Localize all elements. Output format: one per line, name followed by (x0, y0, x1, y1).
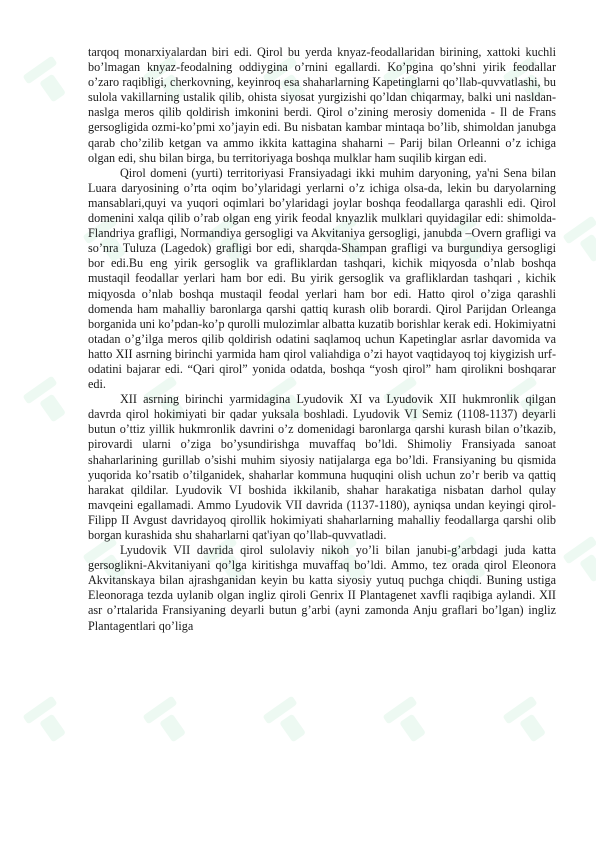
watermark-mark (142, 696, 194, 749)
paragraph-1: tarqoq monarxiyalardan biri edi. Qirol bu yerda knyaz-feodallaridan birining, xattoki kuchli bo’lmagan knyaz-feodalning oddiygina o’rnini egallardi. Ko’pgina qo’shni yirik feodallar o’zaro raqibligi, cherkovning, keyinroq esa shaharlarning Kapetinglarni qo’llab-quvvatlashi, bu sulola vakillarning ustalik qilib, ohista siyosat yurgizishi qo’ldan chiqarmay, balki uni nasldan-naslga meros qilib qoldirish imkonini berdi. Qirol o’zining merosiy domenida - Il de Frans gersogligida ozmi-ko’pmi xo’jayin edi. Bu nisbatan kambar mintaqa bo’lib, shimoldan janubga qarab cho’zilib ketgan va ammo ikkita kattagina shaharni – Parij bilan Orleanni o’z ichiga olgan edi, shu bilan birga, bu territoriyaga boshqa mulklar ham suqilib kirgan edi. (88, 45, 556, 165)
document-page (88, 45, 556, 634)
watermark-mark (382, 696, 434, 749)
watermark-mark (502, 696, 554, 749)
paragraph-4: Lyudovik VII davrida qirol sulolaviy nikoh yo’li bilan janubi-g’arbdagi juda katta gersoglikni-Akvitaniyani qo’lga kiritishga muvaffaq bo’ldi. Ammo, tez orada qirol Eleonora Akvitanskaya bilan ajrashganidan keyin bu katta siyosiy yutuq puchga chiqdi. Buning ustiga Eleonoraga tezda uylanib olgan ingliz qiroli Genrix II Plantagenet xavfli raqibiga aylandi. XII asr o’rtalarida Fransiyaning deyarli butun g’arbi (ayni zamonda Anju graflari bo’lgan) ingliz Plantagentlari qo’liga (88, 543, 556, 633)
watermark-mark (22, 56, 74, 109)
paragraph-3: XII asrning birinchi yarmidagina Lyudovik XI va Lyudovik XII hukmronlik qilgan davrda qirol hokimiyati bir qadar yuksala boshladi. Lyudovik VI Semiz (1108-1137) deyarli butun o’ttiz yillik hukmronlik davrini o’z domenidagi baronlarga qarshi kurash bilan o’tkazib, pirovardi ularni o’ziga bo’ysundirishga muvaffaq bo’ldi. Shimoliy Fransiyada sanoat shaharlarining gurillab o’sishi muhim siyosiy natijalarga ega bo’ldi. Fransiyaning bu qismida yuqorida ko’rsatib o’tilganidek, shaharlar kommuna huquqini olish uchun zo’r berib va qattiq harakat qildilar. Lyudovik VI boshida ikkilanib, shahar harakatiga nisbatan darhol qulay mavqeini egallamadi. Ammo Lyudovik VII davrida (1137-1180), ayniqsa undan keyingi qirol-Filipp II Avgust davridayoq qirollik hokimiyati shaharlarning mahalliy feodallarga qarshi olib borgan kurashida shu shaharlarni qat'iyan qo’llab-quvvatladi. (88, 392, 556, 542)
watermark-mark (22, 376, 74, 429)
watermark-mark (22, 696, 74, 749)
watermark-mark (262, 696, 314, 749)
watermark-mark (562, 216, 596, 269)
paragraph-2: Qirol domeni (yurti) territoriyasi Fransiyadagi ikki muhim daryoning, ya'ni Sena bilan Luara daryosining o’rta oqim bo’ylaridagi yerlarni o’z ichiga olsa-da, lekin bu daryolarning mansablari,quyi va yuqori oqimlari bo’ylaridagi joylar boshqa feodallarga qarashli edi. Qirol domenini xalqa qilib o’rab olgan eng yirik feodal knyazlik mulklari quyidagilar edi: shimolda-Flandriya grafligi, Normandiya gersogligi va Akvitaniya gersogligi, janubda –Overn grafligi va so’nra Tuluza (Lagedok) grafligi bor edi, sharqda-Shampan grafligi va burgundiya gersogligi bor edi.Bu eng yirik gersoglik va grafliklardan tashqari, kichik miqyosda o’nlab boshqa mustaqil feodallar yerlari ham bor edi. Bu yirik gersoglik va grafliklardan tashqari , kichik miqyosda o’nlab boshqa mustaqil feodal yerlari ham bor edi. Hatto qirol o’ziga qarashli domenda ham mahalliy baronlarga qarshi qattiq kurash olib borardi. Qirol Parijdan Orleanga borganida uni ko’pdan-ko’p qurolli mulozimlar albatta kuzatib borishlar kerak edi. Hokimiyatni otadan o’g’ilga meros qilib qoldirish odatini saqlamoq uchun Kapetinglar asrlar davomida va hatto XII asrning birinchi yarmida ham qirol valiahdiga o’zi hayot vaqtidayoq toj kiygizish urf-odatini bajarar edi. “Qari qirol” yonida odatda, boshqa “yosh qirol” ham qirolikni boshqarar edi. (88, 165, 556, 392)
watermark-mark (562, 536, 596, 589)
